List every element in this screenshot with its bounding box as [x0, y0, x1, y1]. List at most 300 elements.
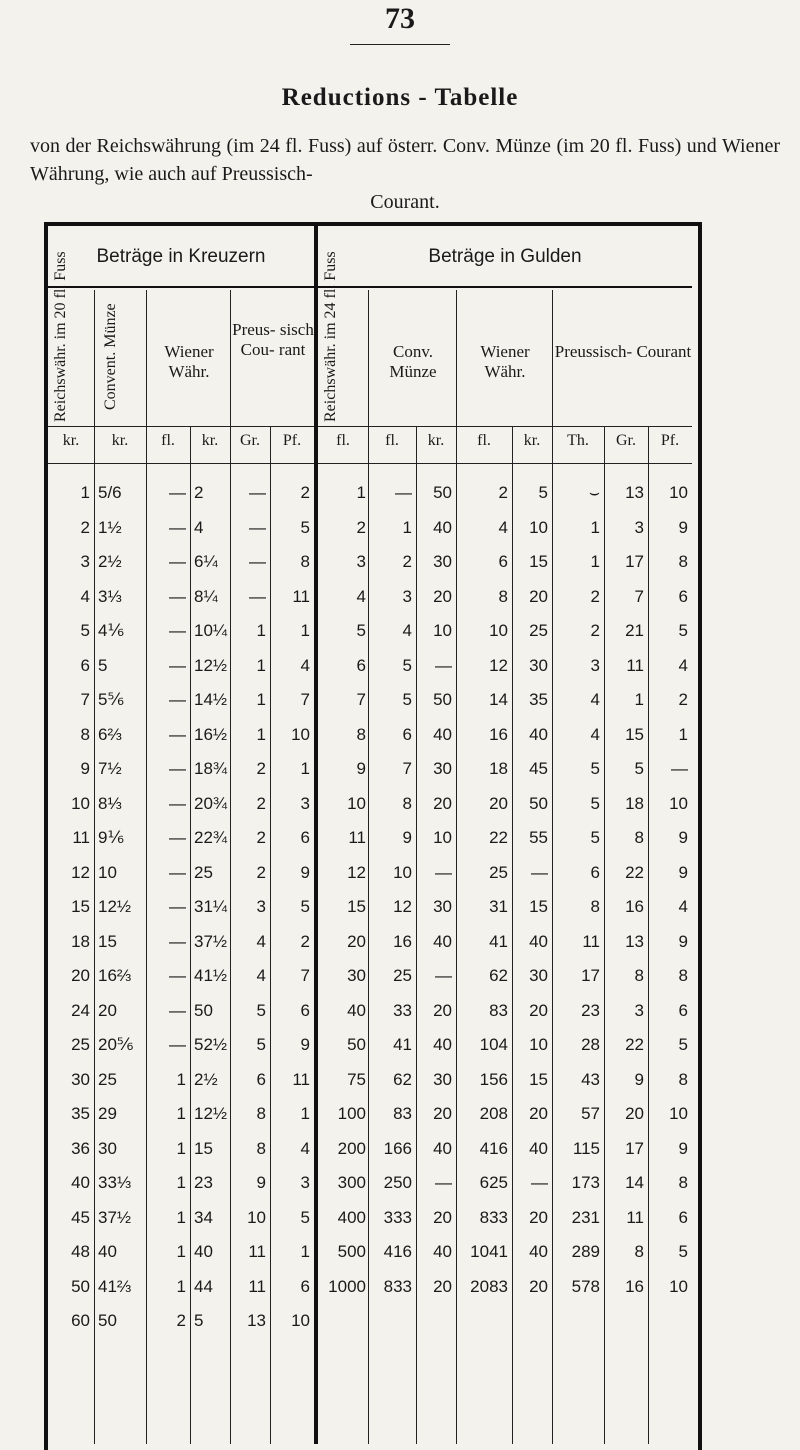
table-cell: 15: [98, 931, 117, 951]
table-cell: —: [169, 724, 186, 744]
table-cell: 5: [256, 1000, 266, 1020]
table-cell: 8: [80, 724, 90, 744]
table-cell: 18: [489, 759, 508, 778]
table-cell: 2083: [470, 1276, 508, 1296]
unit-label: fl.: [336, 432, 350, 449]
table-cell: 23: [194, 1173, 213, 1192]
table-cell: 20: [433, 793, 452, 813]
table-cell: —: [169, 759, 186, 778]
unit-label: kr.: [427, 432, 445, 449]
table-cell: 9: [300, 862, 310, 882]
table-cell: 12½: [98, 897, 132, 916]
table-cell: 4: [80, 586, 90, 606]
table-cell: 10: [529, 1035, 548, 1054]
table-cell: 9: [80, 759, 90, 778]
table-cell: 12: [393, 897, 412, 916]
page-number-rule: [350, 44, 450, 45]
colhead-wiener-kreuzer: Wiener Währ.: [164, 342, 214, 381]
table-cell: [368, 1304, 412, 1338]
table-cell: 3: [300, 1173, 310, 1192]
table-cell: 5: [98, 655, 108, 675]
subtitle-line-3: Courant.: [370, 191, 440, 213]
table-cell: 8: [678, 1173, 688, 1192]
table-cell: 50: [71, 1276, 90, 1296]
unit-label: kr.: [111, 432, 129, 449]
table-cell: [552, 1304, 600, 1338]
table-cell: 15: [71, 897, 90, 916]
table-cell: 23: [581, 1000, 600, 1020]
table-cell: 11: [292, 1069, 310, 1089]
unit-label: kr.: [201, 432, 219, 449]
table-cell: 45: [71, 1207, 90, 1227]
table-cell: —: [435, 1173, 452, 1192]
table-cell: 5: [300, 897, 310, 916]
table-cell: 12: [347, 862, 366, 882]
table-cell: 1: [256, 655, 266, 675]
table-cell: 6: [678, 586, 688, 606]
table-cell: 10: [291, 724, 310, 744]
table-cell: —: [169, 621, 186, 640]
table-cell: 5: [678, 1242, 688, 1261]
table-cell: 50: [433, 483, 452, 502]
table-cell: 5: [256, 1035, 266, 1054]
table-cell: 20: [433, 1104, 452, 1123]
table-cell: 57: [581, 1104, 600, 1123]
table-cell: 9: [678, 517, 688, 537]
table-cell: 29: [98, 1104, 117, 1123]
table-cell: 1: [176, 1069, 186, 1089]
table-cell: 10: [347, 793, 366, 813]
table-cell: 41½: [194, 966, 228, 985]
table-cell: 2½: [194, 1069, 218, 1089]
subtitle-line-2: (im 20 fl. Fuss) und Wiener Währung, wie auch auf Preussisch-: [30, 135, 781, 185]
page-number: 73: [385, 2, 415, 35]
table-subtitle: [30, 132, 780, 216]
table-cell: 83: [489, 1000, 508, 1020]
unit-label: fl.: [385, 432, 399, 449]
table-cell: 1: [176, 1173, 186, 1192]
table-cell: ⌣: [588, 483, 600, 502]
table-cell: 62: [489, 966, 508, 985]
table-cell: [456, 1304, 508, 1338]
table-cell: —: [249, 552, 266, 571]
table-cell: 10: [98, 862, 117, 882]
table-cell: 31¼: [194, 897, 228, 916]
table-cell: 22¾: [194, 828, 228, 847]
table-cell: 24: [71, 1000, 90, 1020]
table-cell: —: [169, 483, 186, 502]
table-cell: 43: [581, 1069, 600, 1089]
table-cell: 8¼: [194, 586, 218, 606]
table-cell: 156: [479, 1069, 508, 1089]
table-cell: 16: [625, 897, 644, 916]
table-cell: 2½: [98, 552, 122, 571]
table-cell: 20: [529, 1207, 548, 1227]
colhead-reichs-gulden: Reichswähr. im 24 fl. Fuss: [322, 251, 339, 422]
table-cell: 4: [678, 897, 688, 916]
table-cell: 8: [678, 1069, 688, 1089]
table-cell: 11: [248, 1276, 266, 1296]
table-cell: 75: [347, 1069, 366, 1089]
table-cell: 20: [625, 1104, 644, 1123]
table-cell: 8: [634, 966, 644, 985]
table-cell: 50: [529, 793, 548, 813]
table-cell: 208: [479, 1104, 508, 1123]
table-cell: 30: [433, 759, 452, 778]
table-cell: —: [531, 862, 548, 882]
unit-label: fl.: [477, 432, 491, 449]
table-cell: 2: [256, 793, 266, 813]
table-cell: 7: [634, 586, 644, 606]
col-divider: [94, 290, 95, 1444]
table-cell: 14: [625, 1173, 644, 1192]
table-cell: 3: [256, 897, 266, 916]
table-cell: 36: [71, 1138, 90, 1158]
table-cell: 21: [625, 621, 644, 640]
table-cell: 6: [80, 655, 90, 675]
table-cell: 5: [538, 483, 548, 502]
table-cell: 1: [256, 690, 266, 709]
table-cell: 13: [625, 931, 644, 951]
unit-rule: [48, 463, 692, 464]
table-cell: [648, 1304, 688, 1338]
table-cell: 4: [590, 690, 600, 709]
table-cell: 20: [433, 1000, 452, 1020]
table-cell: 104: [479, 1035, 508, 1054]
table-cell: 50: [98, 1311, 117, 1330]
table-cell: 2: [176, 1311, 186, 1330]
table-cell: 6: [402, 724, 412, 744]
table-cell: 28: [581, 1035, 600, 1054]
table-cell: 4: [300, 1138, 310, 1158]
table-cell: 25: [393, 966, 412, 985]
table-cell: —: [169, 1035, 186, 1054]
subtitle-line-1: von der Reichswährung (im 24 fl. Fuss) auf österr. Conv. Münze: [30, 135, 551, 157]
colhead-preus-gulden: Preussisch- Courant: [554, 342, 692, 361]
table-cell: 40: [71, 1173, 90, 1192]
table-cell: —: [249, 483, 266, 502]
table-cell: 20: [98, 1000, 117, 1020]
table-cell: 5: [590, 759, 600, 778]
table-cell: 231: [571, 1207, 600, 1227]
table-cell: 1: [590, 517, 600, 537]
table-cell: 3⅓: [98, 586, 122, 606]
table-cell: 5: [590, 828, 600, 847]
table-cell: 173: [571, 1173, 600, 1192]
table-cell: 18: [625, 793, 644, 813]
table-cell: 1: [256, 724, 266, 744]
table-cell: 1: [80, 483, 90, 502]
colhead-preus-kreuzer: Preus- sisch Cou- rant: [232, 320, 314, 359]
table-cell: [512, 1304, 548, 1338]
table-cell: 41: [393, 1035, 412, 1054]
table-cell: 833: [383, 1276, 412, 1296]
table-cell: —: [169, 828, 186, 847]
table-cell: 34: [194, 1207, 213, 1227]
header-rule: [48, 286, 692, 288]
table-cell: 20: [433, 1207, 452, 1227]
table-cell: 14½: [194, 690, 228, 709]
table-cell: 1: [176, 1104, 186, 1123]
table-cell: 37½: [98, 1207, 132, 1227]
table-cell: 40: [433, 931, 452, 951]
table-cell: 1: [300, 1242, 310, 1261]
table-cell: 833: [479, 1207, 508, 1227]
table-cell: 30: [433, 1069, 452, 1089]
table-cell: 11: [582, 931, 600, 951]
table-cell: 10: [433, 621, 452, 640]
table-cell: 20: [529, 586, 548, 606]
table-cell: 4: [256, 931, 266, 951]
table-cell: 100: [337, 1104, 366, 1123]
table-cell: 50: [194, 1000, 213, 1020]
table-cell: 10: [393, 862, 412, 882]
table-cell: 20: [71, 966, 90, 985]
table-cell: 3: [590, 655, 600, 675]
table-cell: 17: [625, 1138, 644, 1158]
table-cell: 11: [348, 828, 366, 847]
table-cell: 1: [176, 1207, 186, 1227]
table-cell: 13: [247, 1311, 266, 1330]
table-cell: —: [249, 586, 266, 606]
table-cell: 40: [433, 1138, 452, 1158]
unit-label: Pf.: [660, 432, 680, 449]
unit-label: Gr.: [240, 432, 260, 449]
unit-label: kr.: [62, 432, 80, 449]
table-cell: 17: [625, 552, 644, 571]
table-cell: 30: [529, 655, 548, 675]
table-cell: 22: [625, 1035, 644, 1054]
table-cell: 18¾: [194, 759, 228, 778]
table-cell: 9⅙: [98, 828, 124, 847]
table-cell: 25: [194, 862, 213, 882]
table-cell: 40: [433, 517, 452, 537]
colhead-reichs-kreuzer: Reichswähr. im 20 fl. Fuss: [52, 251, 69, 422]
table-cell: —: [169, 862, 186, 882]
table-cell: 1041: [470, 1242, 508, 1261]
table-cell: 20: [529, 1276, 548, 1296]
table-cell: 5: [300, 517, 310, 537]
table-cell: 4: [256, 966, 266, 985]
table-cell: 35: [71, 1104, 90, 1123]
table-cell: [604, 1304, 644, 1338]
table-cell: 40: [529, 1242, 548, 1261]
table-cell: 4⅙: [98, 621, 124, 640]
table-cell: 7: [80, 690, 90, 709]
colhead-conv-gulden: Conv. Münze: [389, 342, 437, 381]
table-cell: 15: [625, 724, 644, 744]
table-cell: 3: [80, 552, 90, 571]
unit-label: Gr.: [616, 432, 636, 449]
table-cell: 5/6: [98, 483, 122, 502]
table-cell: 40: [529, 724, 548, 744]
table-cell: 14: [489, 690, 508, 709]
table-cell: 40: [433, 724, 452, 744]
table-cell: 45: [529, 759, 548, 778]
table-cell: 6⅔: [98, 724, 122, 744]
table-cell: 10: [669, 1104, 688, 1123]
table-cell: 22: [625, 862, 644, 882]
table-cell: —: [435, 966, 452, 985]
table-cell: 30: [529, 966, 548, 985]
table-cell: 1: [176, 1138, 186, 1158]
table-cell: 578: [571, 1276, 600, 1296]
table-cell: 9: [356, 759, 366, 778]
table-cell: 11: [626, 655, 644, 675]
table-cell: 10: [669, 793, 688, 813]
table-cell: 1½: [98, 517, 122, 537]
table-cell: 22: [489, 828, 508, 847]
table-cell: 16: [393, 931, 412, 951]
table-cell: —: [169, 793, 186, 813]
table-cell: 6: [678, 1000, 688, 1020]
table-cell: 25: [71, 1035, 90, 1054]
table-cell: 4: [402, 621, 412, 640]
colhead-rule: [48, 426, 692, 427]
table-cell: 11: [248, 1242, 266, 1261]
table-cell: 8: [402, 793, 412, 813]
table-cell: 4: [678, 655, 688, 675]
table-cell: 41⅔: [98, 1276, 132, 1296]
table-cell: 2: [498, 483, 508, 502]
table-cell: —: [169, 552, 186, 571]
table-cell: 10: [433, 828, 452, 847]
table-cell: 20: [347, 931, 366, 951]
table-cell: 7½: [98, 759, 122, 778]
table-cell: 44: [194, 1276, 213, 1296]
table-cell: 1: [356, 483, 366, 502]
table-cell: 8: [634, 828, 644, 847]
table-cell: 40: [529, 931, 548, 951]
table-cell: 400: [337, 1207, 366, 1227]
table-cell: 9: [634, 1069, 644, 1089]
table-cell: —: [169, 931, 186, 951]
table-cell: 1: [176, 1276, 186, 1296]
table-cell: 12½: [194, 655, 228, 675]
table-cell: 3: [402, 586, 412, 606]
table-cell: 1: [590, 552, 600, 571]
table-cell: —: [531, 1173, 548, 1192]
table-cell: 8: [634, 1242, 644, 1261]
table-cell: 16½: [194, 724, 228, 744]
table-cell: 115: [572, 1138, 600, 1158]
table-cell: 500: [337, 1242, 366, 1261]
table-cell: 20⅚: [98, 1035, 134, 1054]
table-cell: 2: [590, 586, 600, 606]
table-cell: 15: [347, 897, 366, 916]
table-cell: 8: [678, 966, 688, 985]
table-cell: 289: [571, 1242, 600, 1261]
table-cell: 11: [626, 1207, 644, 1227]
table-cell: 6: [256, 1069, 266, 1089]
table-cell: 9: [678, 1138, 688, 1158]
table-cell: —: [169, 517, 186, 537]
table-cell: 50: [433, 690, 452, 709]
table-cell: 5: [678, 1035, 688, 1054]
table-cell: 3: [634, 517, 644, 537]
table-cell: 16⅔: [98, 966, 132, 985]
subcol-divider: [190, 426, 191, 1444]
table-cell: 6¼: [194, 552, 218, 571]
table-cell: 52½: [194, 1035, 228, 1054]
table-cell: 10: [529, 517, 548, 537]
table-cell: 18: [71, 931, 90, 951]
table-cell: 2: [194, 483, 204, 502]
table-cell: 6: [498, 552, 508, 571]
table-cell: 83: [393, 1104, 412, 1123]
table-cell: 50: [347, 1035, 366, 1054]
table-cell: 30: [433, 552, 452, 571]
table-cell: 2: [402, 552, 412, 571]
table-cell: 10: [669, 483, 688, 502]
table-cell: 6: [590, 862, 600, 882]
table-cell: 7: [402, 759, 412, 778]
table-cell: 2: [256, 862, 266, 882]
unit-label: kr.: [523, 432, 541, 449]
table-cell: 15: [529, 897, 548, 916]
table-cell: 30: [347, 966, 366, 985]
table-cell: 5: [356, 621, 366, 640]
table-cell: 6: [678, 1207, 688, 1227]
table-cell: 20¾: [194, 793, 228, 813]
colhead-conv-kreuzer: Convent. Münze: [102, 303, 119, 410]
table-cell: 16: [625, 1276, 644, 1296]
table-cell: 8: [498, 586, 508, 606]
table-cell: —: [169, 586, 186, 606]
table-cell: 11: [292, 586, 310, 606]
table-cell: 4: [498, 517, 508, 537]
table-cell: 10: [247, 1207, 266, 1227]
table-cell: 8: [300, 552, 310, 571]
table-cell: 20: [529, 1000, 548, 1020]
table-cell: 5: [402, 655, 412, 675]
table-cell: 20: [489, 793, 508, 813]
table-cell: 25: [529, 621, 548, 640]
table-cell: 2: [678, 690, 688, 709]
table-cell: 1: [300, 759, 310, 778]
table-cell: 33: [393, 1000, 412, 1020]
table-cell: —: [435, 655, 452, 675]
table-cell: —: [435, 862, 452, 882]
table-cell: 4: [194, 517, 204, 537]
table-cell: 33⅓: [98, 1173, 132, 1192]
table-cell: 2: [300, 931, 310, 951]
table-cell: 5: [194, 1311, 204, 1330]
table-cell: 55: [529, 828, 548, 847]
table-cell: 5: [80, 621, 90, 640]
table-cell: 16: [489, 724, 508, 744]
table-cell: 2: [80, 517, 90, 537]
table-cell: 5: [678, 621, 688, 640]
table-cell: 416: [479, 1138, 508, 1158]
table-cell: 5: [300, 1207, 310, 1227]
colhead-wiener-gulden: Wiener Währ.: [480, 342, 530, 381]
table-cell: 40: [433, 1035, 452, 1054]
table-cell: —: [249, 517, 266, 537]
unit-label: Th.: [567, 432, 589, 449]
table-cell: 25: [98, 1069, 117, 1089]
table-cell: 416: [383, 1242, 412, 1261]
table-cell: 1: [678, 724, 688, 744]
table-cell: 40: [433, 1242, 452, 1261]
table-cell: 40: [529, 1138, 548, 1158]
table-cell: 40: [194, 1242, 213, 1261]
table-cell: 25: [489, 862, 508, 882]
table-cell: 2: [300, 483, 310, 502]
table-cell: 5⅚: [98, 690, 124, 709]
table-cell: 7: [300, 690, 310, 709]
table-cell: 31: [489, 897, 508, 916]
